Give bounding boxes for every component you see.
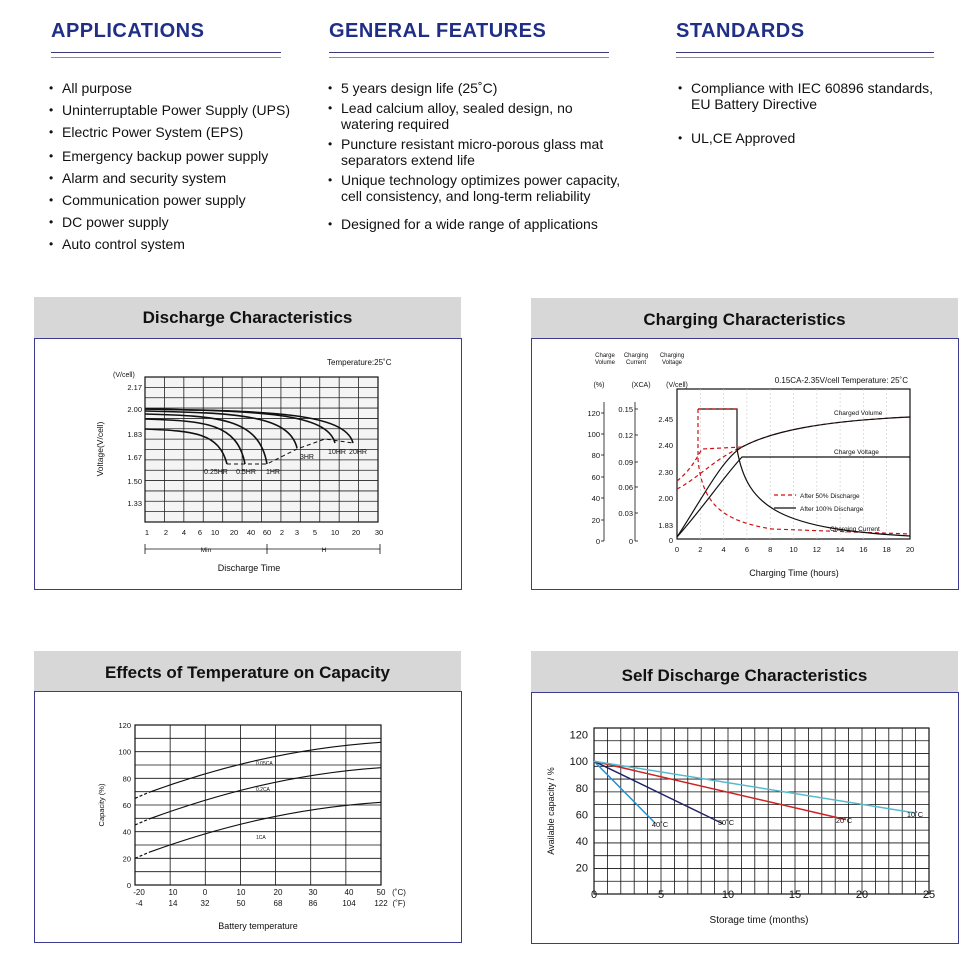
current-tick: 0.03	[618, 509, 633, 518]
x-axis-label: Discharge Time	[217, 563, 281, 573]
y-tick-label: 60	[122, 801, 131, 810]
x-tick-label: 10	[210, 528, 220, 537]
x-tick-celsius: 40	[344, 888, 354, 897]
x-tick-label: 0	[590, 889, 598, 901]
standards-rule	[676, 52, 934, 53]
charge-voltage-label: Charge Voltage	[834, 449, 879, 456]
x-tick-label: 4	[181, 528, 187, 537]
bullet-item: • 5 years design life (25˚C)	[328, 80, 648, 96]
y-tick-label: 120	[569, 729, 588, 742]
volume-tick: 120	[587, 409, 600, 418]
y-tick-label: 1.83	[127, 430, 142, 439]
x-tick-label: 4	[721, 545, 726, 554]
features-rule-2	[329, 57, 609, 58]
x-tick-label: 20	[855, 889, 869, 901]
applications-heading: APPLICATIONS	[51, 20, 205, 42]
bullet-item: • Designed for a wide range of applications	[328, 216, 648, 232]
charging-current-label: Charging Current	[830, 526, 880, 533]
temperature-annotation: Temperature:25˚C	[327, 358, 392, 367]
current-unit: (XCA)	[631, 382, 651, 389]
volume-unit: (%)	[593, 382, 605, 389]
min-label: Min	[200, 547, 212, 554]
application-item: • Emergency backup power supply	[49, 148, 309, 164]
voltage-unit: (V/cell)	[666, 382, 688, 389]
x-tick-label: 10	[721, 889, 735, 901]
x-tick-label: 2	[698, 545, 703, 554]
series-label-0.5HR: 0.5HR	[236, 469, 256, 476]
y-axis-label: Capacity (%)	[97, 783, 106, 827]
y-tick-label: 100	[118, 747, 131, 757]
y-tick-label: 2.17	[127, 383, 142, 392]
discharge-chart	[35, 339, 461, 589]
y-tick-label: 20	[122, 854, 131, 864]
x-tick-fahrenheit: 14	[168, 899, 178, 908]
x-axis-label: Storage time (months)	[709, 915, 809, 926]
application-item: • Uninterruptable Power Supply (UPS)	[49, 102, 309, 118]
y-tick-label: 40	[122, 827, 131, 837]
bullet-item: • Lead calcium alloy, sealed design, no watering required	[328, 100, 648, 132]
y-tick-label: 0	[126, 881, 131, 890]
application-item: • Communication power supply	[49, 192, 309, 208]
x-tick-label: 16	[859, 545, 868, 554]
y-tick-label: 40	[575, 835, 588, 848]
x-tick-label: 6	[744, 545, 749, 554]
x-tick-celsius: 0	[202, 888, 208, 897]
axis-header: Volume	[594, 360, 616, 366]
application-item: • All purpose	[49, 80, 309, 96]
self-discharge-chart	[532, 693, 958, 943]
x-tick-label: 6	[197, 528, 203, 537]
current-tick: 0.15	[618, 405, 633, 414]
temperature-chart	[35, 692, 461, 942]
plot-area	[594, 728, 929, 894]
y-tick-label: 80	[122, 774, 131, 784]
x-tick-label: 40	[246, 528, 256, 537]
application-item: • Electric Power System (EPS)	[49, 124, 309, 140]
x-tick-fahrenheit: 104	[342, 899, 356, 908]
standards-rule-2	[676, 57, 934, 58]
features-rule	[329, 52, 609, 53]
y-unit-label: (V/cell)	[113, 372, 135, 379]
x-tick-label: 20	[229, 528, 239, 537]
voltage-tick: 2.45	[658, 415, 673, 424]
standards-heading: STANDARDS	[676, 20, 805, 42]
x-tick-label: 5	[657, 889, 665, 901]
y-tick-label: 1.67	[127, 453, 142, 462]
x-tick-celsius: 10	[168, 888, 178, 897]
series-label-0: 40˚C	[651, 820, 669, 829]
series-label-0.05CA: 0.05CA	[256, 761, 273, 767]
applications-rule	[51, 52, 281, 53]
bullet-item: • UL,CE Approved	[678, 130, 958, 146]
series-label-1HR: 1HR	[265, 469, 281, 476]
y-tick-label: 80	[575, 782, 588, 795]
y-axis-label: Voltage(V/cell)	[95, 421, 105, 477]
axis-header: Charging	[623, 353, 649, 359]
axis-header: Charging	[659, 353, 685, 359]
bullet-item: • Puncture resistant micro-porous glass mat separators extend life	[328, 136, 648, 168]
x-tick-label: 14	[835, 545, 845, 554]
x-tick-label: 20	[905, 545, 915, 554]
series-label-3: 10˚C	[906, 810, 924, 819]
series-label-1: 30˚C	[717, 818, 735, 827]
standards-list	[678, 80, 958, 146]
application-item: • DC power supply	[49, 214, 309, 230]
charged-volume-label: Charged Volume	[834, 410, 883, 417]
legend-label-50: After 50% Discharge	[800, 493, 860, 500]
series-label-20HR: 20HR	[349, 449, 367, 456]
x-tick-fahrenheit: 86	[308, 899, 318, 908]
y-tick-label: 1.33	[127, 499, 142, 508]
charging-chart	[532, 339, 958, 589]
x-tick-label: 1	[144, 528, 150, 537]
charging-title: Charging Characteristics	[531, 298, 958, 338]
axis-header: Charge	[595, 353, 615, 359]
current-tick: 0.12	[618, 431, 633, 440]
series-label-2: 20˚C	[835, 816, 853, 825]
voltage-tick: 2.00	[658, 494, 673, 503]
x-tick-celsius: 30	[308, 888, 318, 897]
application-item: • Alarm and security system	[49, 170, 309, 186]
series-label-3HR: 3HR	[299, 454, 315, 461]
series-label-1CA: 1CA	[256, 835, 266, 841]
temperature-title: Effects of Temperature on Capacity	[34, 651, 461, 691]
axis-header: Voltage	[661, 360, 683, 366]
y-tick-label: 2.00	[127, 405, 142, 414]
voltage-tick: 2.40	[658, 441, 673, 450]
y-tick-label: 60	[575, 809, 588, 822]
hour-label: H	[321, 547, 327, 554]
x-tick-fahrenheit: 122	[374, 899, 388, 908]
axis-header: Current	[625, 360, 647, 366]
applications-rule-2	[51, 57, 281, 58]
volume-tick: 40	[591, 494, 600, 503]
x-axis-label: Battery temperature	[218, 921, 298, 931]
series-label-0.25HR: 0.25HR	[204, 469, 228, 476]
x-tick-label: 2	[279, 528, 285, 537]
x-tick-label: 30	[374, 528, 384, 537]
x-tick-label: 60	[262, 528, 272, 537]
current-tick: 0	[628, 537, 633, 546]
x-tick-celsius: 10	[236, 888, 246, 897]
bullet-item: • Unique technology optimizes power capacity, cell consistency, and long-term reliability	[328, 172, 648, 204]
y-tick-label: 20	[575, 862, 588, 875]
x-tick-label: 5	[312, 528, 318, 537]
x-tick-label: 10	[330, 528, 340, 537]
volume-tick: 80	[591, 451, 600, 460]
x-tick-label: 10	[789, 545, 798, 554]
volume-tick: 20	[591, 516, 600, 525]
current-tick: 0.09	[618, 458, 633, 467]
y-tick-label: 1.50	[127, 477, 142, 486]
temperature-panel	[34, 691, 462, 943]
x-tick-label: 15	[788, 889, 802, 901]
discharge-title: Discharge Characteristics	[34, 297, 461, 338]
applications-list	[49, 80, 309, 252]
x-tick-label: 2	[163, 528, 169, 537]
charging-panel	[531, 338, 959, 590]
voltage-tick: 2.30	[658, 468, 673, 477]
features-list	[328, 80, 648, 232]
x-axis-label: Charging Time (hours)	[749, 568, 839, 578]
x-tick-fahrenheit: 50	[236, 899, 246, 908]
volume-tick: 60	[591, 473, 600, 482]
charging-annotation: 0.15CA-2.35V/cell Temperature: 25˚C	[774, 376, 908, 385]
discharge-panel	[34, 338, 462, 590]
features-heading: GENERAL FEATURES	[329, 20, 547, 42]
volume-tick: 100	[587, 430, 600, 439]
x-tick-celsius: 20	[273, 888, 283, 897]
x-tick-label: 25	[922, 889, 936, 901]
y-axis-label: Available capacity / %	[546, 767, 556, 855]
current-tick: 0.06	[618, 483, 633, 492]
x-tick-label: 12	[812, 545, 821, 554]
bullet-item: • Compliance with IEC 60896 standards, EU Battery Directive	[678, 80, 958, 112]
x-tick-celsius: 50	[376, 888, 386, 897]
y-tick-label: 100	[569, 756, 588, 769]
x-tick-fahrenheit: -4	[135, 899, 143, 908]
legend-label-100: After 100% Discharge	[800, 506, 864, 513]
x-tick-label: 8	[768, 545, 773, 554]
x-tick-label: 0	[674, 545, 680, 554]
series-label-0.2CA: 0.2CA	[256, 787, 270, 793]
x-tick-label: 20	[351, 528, 361, 537]
application-item: • Auto control system	[49, 236, 309, 252]
x-tick-celsius: -20	[133, 888, 145, 897]
self-discharge-panel	[531, 692, 959, 944]
celsius-unit: (˚C)	[392, 888, 406, 897]
x-tick-fahrenheit: 32	[200, 899, 210, 908]
self-discharge-title: Self Discharge Characteristics	[531, 651, 958, 693]
fahrenheit-unit: (˚F)	[392, 899, 406, 908]
x-tick-label: 18	[882, 545, 891, 554]
voltage-tick: 1.83	[658, 521, 673, 530]
x-tick-fahrenheit: 68	[273, 899, 283, 908]
voltage-tick: 0	[668, 536, 673, 545]
y-tick-label: 120	[118, 721, 131, 730]
series-label-10HR: 10HR	[328, 449, 346, 456]
x-tick-label: 3	[294, 528, 300, 537]
volume-tick: 0	[595, 537, 600, 546]
